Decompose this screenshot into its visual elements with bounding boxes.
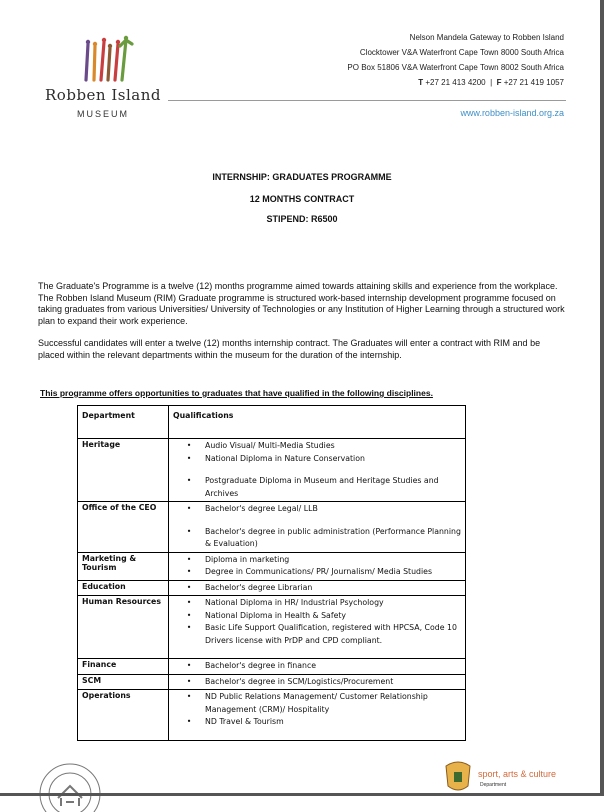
sponsor-department: Department: [480, 782, 507, 788]
list-item: • National Diploma in Nature Conservation: [186, 453, 365, 463]
qualifications-cell: [169, 439, 466, 502]
qualifications-cell: [169, 674, 466, 690]
table-row: [78, 552, 466, 580]
department-cell: Operations: [78, 690, 169, 741]
list-item: • National Diploma in HR/ Industrial Psychology: [186, 598, 384, 607]
address-line: Clocktower V&A Waterfront Cape Town 8000 South Africa: [359, 48, 564, 57]
qualifications-cell: [169, 690, 466, 741]
department-cell: Office of the CEO: [78, 502, 169, 553]
sponsor-name: sport, arts & culture: [478, 769, 557, 779]
header-qualifications: Qualifications: [169, 406, 466, 439]
list-item: • Postgraduate Diploma in Museum and Heritage Studies and Archives: [186, 476, 439, 498]
table-header-row: [78, 406, 466, 439]
department-cell: Human Resources: [78, 596, 169, 659]
list-item: • Diploma in marketing: [186, 554, 290, 564]
department-cell: SCM: [78, 674, 169, 690]
list-item: • Bachelor's degree in SCM/Logistics/Procurement: [186, 676, 394, 686]
list-item: • National Diploma in Health & Safety: [186, 610, 347, 620]
header-divider: [168, 100, 566, 101]
logo-wordmark: Robben Island: [45, 86, 161, 104]
website-link[interactable]: www.robben-island.org.za: [460, 108, 564, 118]
heritage-seal-icon: [30, 752, 120, 812]
department-cell: Marketing & Tourism: [78, 552, 169, 580]
address-line: PO Box 51806 V&A Waterfront Cape Town 8002 South Africa: [347, 63, 564, 72]
department-cell: Finance: [78, 659, 169, 675]
table-row: [78, 502, 466, 553]
qualifications-table: [77, 405, 466, 741]
contact-line: T +27 21 413 4200 | F +27 21 419 1057: [418, 78, 564, 87]
qualifications-cell: [169, 502, 466, 553]
department-cell: Education: [78, 580, 169, 596]
stipend-title: STIPEND: R6500: [266, 214, 338, 224]
qualifications-cell: [169, 552, 466, 580]
intro-paragraph: The Graduate's Programme is a twelve (12) months programme aimed towards attaining skills and experience from the workplace. The Robben Island Museum (RIM) Graduate programme is structured work-based internship development programme focused on taking graduates from various Universities/ University of Technologies or any Institution of Higher Learning through a structured work plan to expand their work experience.: [38, 281, 565, 326]
list-item: • ND Travel & Tourism: [186, 717, 284, 726]
department-cell: Heritage: [78, 439, 169, 502]
table-intro: This programme offers opportunities to graduates that have qualified in the following disciplines.: [40, 388, 433, 398]
qualifications-cell: [169, 659, 466, 675]
list-item: • Basic Life Support Qualification, registered with HPCSA, Code 10 Drivers license with PrDP and CPD compliant.: [186, 623, 457, 645]
qualifications-cell: [169, 580, 466, 596]
address-block: [347, 30, 564, 90]
qualifications-cell: [169, 596, 466, 659]
tel-label: T: [418, 78, 424, 87]
list-item: • Bachelor's degree in finance: [186, 661, 317, 670]
table-row: [78, 580, 466, 596]
fax-label: F: [496, 78, 502, 87]
address-line: Nelson Mandela Gateway to Robben Island: [409, 33, 564, 42]
table-row: [78, 659, 466, 675]
table-row: [78, 439, 466, 502]
list-item: • Bachelor's degree Legal/ LLB: [186, 504, 318, 513]
contract-paragraph: Successful candidates will enter a twelve (12) months internship contract. The Graduates will enter a contract with RIM and be placed within the relevant departments within the museum for the duration of the internship.: [38, 338, 541, 360]
contract-title: 12 MONTHS CONTRACT: [249, 194, 355, 204]
logo-subtitle: MUSEUM: [77, 109, 129, 119]
advert-title: INTERNSHIP: GRADUATES PROGRAMME: [212, 172, 392, 182]
list-item: • ND Public Relations Management/ Customer Relationship Management (CRM)/ Hospitality: [186, 692, 428, 714]
tel-number: +27 21 413 4200: [425, 78, 486, 87]
fax-number: +27 21 419 1057: [503, 78, 564, 87]
list-item: • Audio Visual/ Multi-Media Studies: [186, 441, 335, 450]
table-row: [78, 690, 466, 741]
list-item: • Degree in Communications/ PR/ Journalism/ Media Studies: [186, 567, 433, 576]
header-department: Department: [78, 406, 169, 439]
list-item: • Bachelor's degree in public administration (Performance Planning & Evaluation): [186, 526, 461, 548]
table-row: [78, 596, 466, 659]
table-row: [78, 674, 466, 690]
list-item: • Bachelor's degree Librarian: [186, 582, 313, 592]
page-edge-shadow: [600, 0, 604, 796]
